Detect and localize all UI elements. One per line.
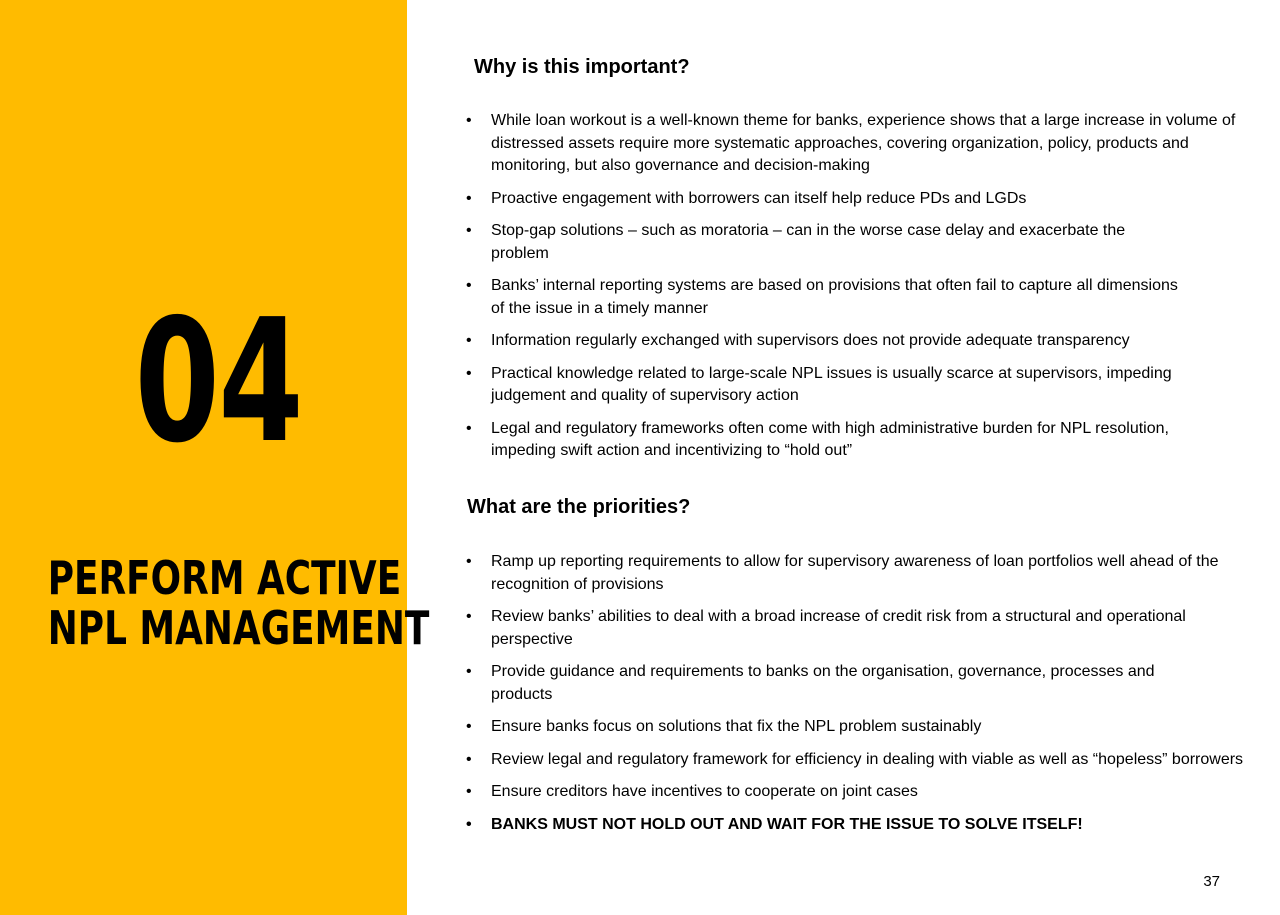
section-title [47,551,430,655]
list-item: • Review banks’ abilities to deal with a broad increase of credit risk from a structural and operational perspective [466,608,1186,648]
bullet-icon: • [466,189,472,207]
section-title-line-2: NPL MANAGEMENT [47,601,430,655]
bullet-icon: • [466,277,472,294]
priorities-heading: What are the priorities? [467,496,691,518]
section-title-line-1: PERFORM ACTIVE [47,551,402,605]
bullet-icon: • [466,815,472,833]
bullet-icon: • [466,364,472,382]
list-item: • Legal and regulatory frameworks often come with high administrative burden for NPL resolution, impeding swift action and incentivizing to “hold out” [466,419,1169,459]
section-number: 04 [134,283,303,481]
bullet-icon: • [466,112,472,129]
bullet-icon: • [466,222,472,239]
bullet-icon: • [466,553,472,570]
list-item: • Provide guidance and requirements to banks on the organisation, governance, processes and products [466,663,1155,703]
bullet-icon: • [466,783,472,800]
list-item: • Banks’ internal reporting systems are based on provisions that often fail to capture all dimensions of the issue in a timely manner [466,277,1178,317]
list-item: • Proactive engagement with borrowers can itself help reduce PDs and LGDs [466,188,1236,211]
priorities-list [466,551,1244,846]
bullet-icon: • [466,608,472,625]
sidebar-panel [0,0,430,915]
bullet-icon: • [466,663,472,680]
list-item: • While loan workout is a well-known theme for banks, experience shows that a large increase in volume of distressed assets require more systematic approaches, covering organization, policy, products and monitoring, but also governance and decision-making [466,112,1236,174]
list-item: • Information regularly exchanged with supervisors does not provide adequate transparency [466,330,1236,353]
bullet-icon: • [466,332,472,349]
page-number: 37 [1203,873,1220,890]
bullet-icon: • [466,750,472,768]
why-important-heading: Why is this important? [474,56,690,78]
list-item: • Stop-gap solutions – such as moratoria – can in the worse case delay and exacerbate the problem [466,222,1126,262]
list-item: • BANKS MUST NOT HOLD OUT AND WAIT FOR THE ISSUE TO SOLVE ITSELF! [466,814,1251,837]
list-item: • Ensure creditors have incentives to cooperate on joint cases [466,781,1236,804]
list-item: • Ensure banks focus on solutions that fix the NPL problem sustainably [466,716,1236,739]
why-important-list [466,110,1236,473]
list-item: • Review legal and regulatory framework for efficiency in dealing with viable as well as “hopeless” borrowers [466,749,1251,772]
bullet-icon: • [466,718,472,735]
list-item: • Ramp up reporting requirements to allow for supervisory awareness of loan portfolios well ahead of the recognition of provisions [466,553,1219,593]
bullet-icon: • [466,419,472,437]
list-item: • Practical knowledge related to large-scale NPL issues is usually scarce at supervisors, impeding judgement and quality of supervisory action [466,364,1172,404]
